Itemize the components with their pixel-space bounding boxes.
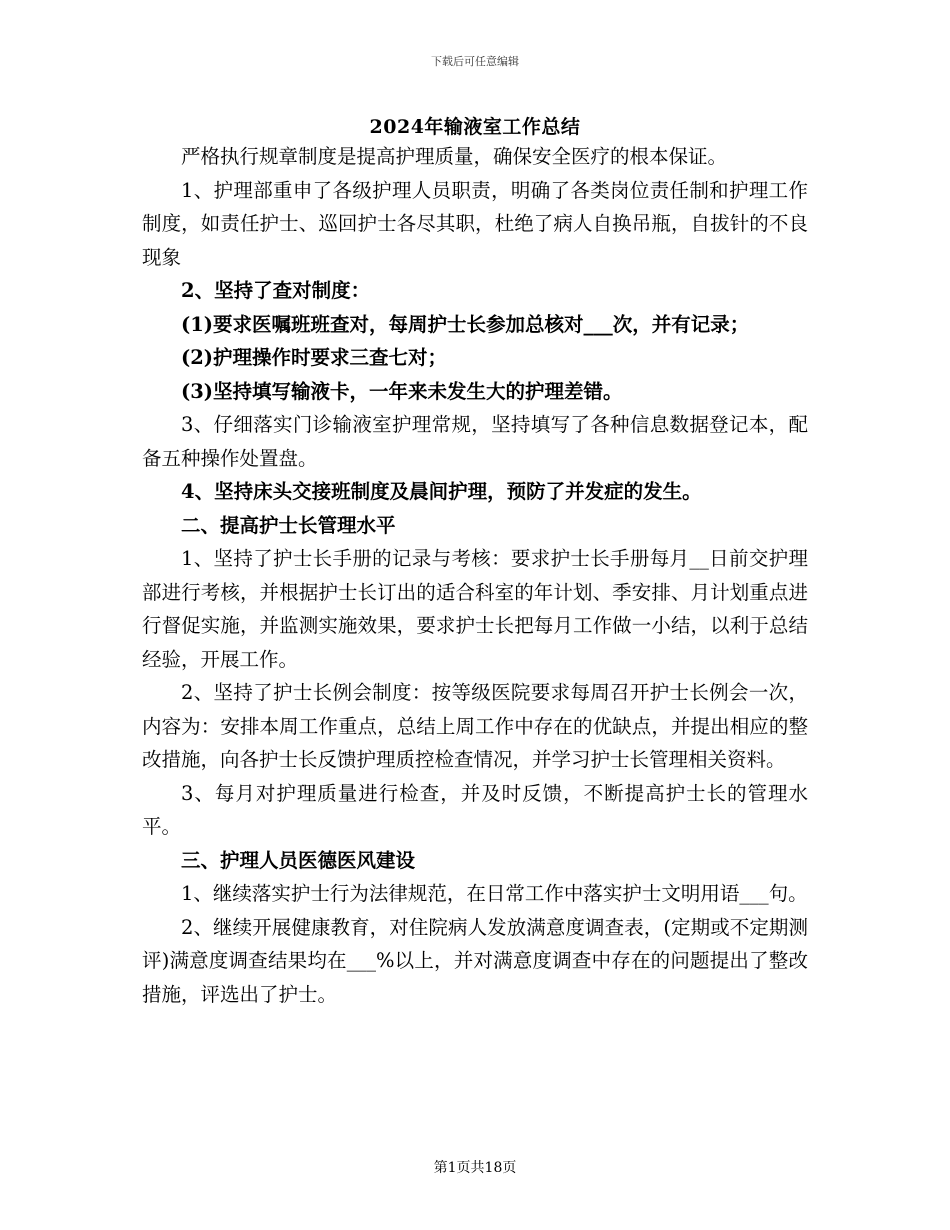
- page-footer-number: 第1页共18页: [433, 1160, 517, 1176]
- document-title: 2024年输液室工作总结: [369, 116, 581, 138]
- paragraph-3: 2、坚持了查对制度：: [181, 279, 371, 302]
- section-heading-2: 二、提高护士长管理水平: [181, 513, 396, 537]
- page-header-note: 下载后可任意编辑: [431, 55, 519, 68]
- paragraph-12: 3、每月对护理质量进行检查，并及时反馈，不断提高护士长的管理水平。: [142, 781, 808, 838]
- document-body: [142, 140, 808, 1011]
- paragraph-2: 1、护理部重申了各级护理人员职责，明确了各类岗位责任制和护理工作制度，如责任护士、巡回护士各尽其职，杜绝了病人自换吊瓶，自拔针的不良现象: [142, 178, 808, 269]
- paragraph-14: 1、继续落实护士行为法律规范，在日常工作中落实护士文明用语___句。: [181, 882, 808, 905]
- paragraph-4: (1)要求医嘱班班查对，每周护士长参加总核对___次，并有记录；: [181, 312, 750, 336]
- paragraph-1: 严格执行规章制度是提高护理质量，确保安全医疗的根本保证。: [181, 145, 728, 168]
- paragraph-10: 1、坚持了护士长手册的记录与考核：要求护士长手册每月__日前交护理部进行考核，并根据护士长订出的适合科室的年计划、季安排、月计划重点进行督促实施，并监测实施效果，要求护士长把每月工作做一小结，以利于总结经验，开展工作。: [142, 547, 808, 671]
- paragraph-7: 3、仔细落实门诊输液室护理常规，坚持填写了各种信息数据登记本，配备五种操作处置盘。: [142, 413, 808, 470]
- paragraph-5: (2)护理操作时要求三查七对；: [181, 346, 448, 369]
- paragraph-6: (3)坚持填写输液卡，一年来未发生大的护理差错。: [181, 379, 623, 403]
- section-heading-3: 三、护理人员医德医风建设: [181, 848, 416, 872]
- paragraph-15: 2、继续开展健康教育，对住院病人发放满意度调查表，(定期或不定期测评)满意度调查结果均在___%以上，并对满意度调查中存在的问题提出了整改措施，评选出了护士。: [142, 915, 808, 1006]
- paragraph-8: 4、坚持床头交接班制度及晨间护理，预防了并发症的发生。: [181, 480, 702, 503]
- paragraph-11: 2、坚持了护士长例会制度：按等级医院要求每周召开护士长例会一次，内容为：安排本周工作重点，总结上周工作中存在的优缺点，并提出相应的整改措施，向各护士长反馈护理质控检查情况，并学习护士长管理相关资料。: [142, 681, 808, 771]
